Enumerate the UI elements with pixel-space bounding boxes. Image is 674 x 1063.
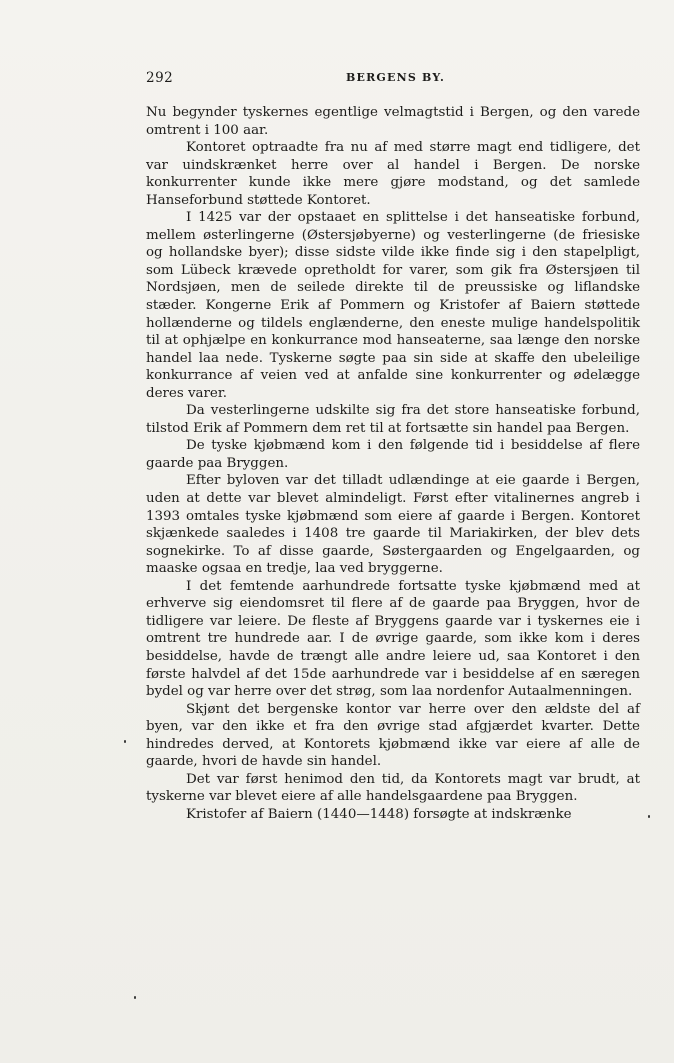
paragraph: Det var først henimod den tid, da Kontorets magt var brudt, at tyskerne var blevet eiere af alle handelsgaardene paa Bryggen. — [146, 771, 640, 805]
page-number: 292 — [146, 70, 174, 86]
paragraph: I 1425 var der opstaaet en splittelse i det hanseatiske forbund, mellem østerlingerne (Østersjøbyerne) og vesterlingerne (de friesiske og hollandske byer); disse sidste vilde ikke finde sig i den stapelpligt, som Lübeck krævede opretholdt for varer, som gik fra Østersjøen til Nordsjøen, men de seilede direkte til de preussiske og liflandske stæder. Kongerne Erik af Pommern og Kristofer af Baiern støttede hollænderne og tildels englænderne, den eneste mulige handelspolitik til at ophjælpe en konkurrance mod hanseaterne, saa længe den norske handel laa nede. Tyskerne søgte paa sin side at skaffe den ubeleilige konkurrance af veien ved at anfalde sine konkurrenter og ødelægge deres varer. — [146, 210, 640, 401]
paragraph: De tyske kjøbmænd kom i den følgende tid i besiddelse af flere gaarde paa Bryggen. — [146, 438, 640, 471]
paragraph: Efter byloven var det tilladt udlændinge at eie gaarde i Bergen, uden at dette var blevet almindeligt. Først efter vitalinernes angreb i 1393 omtales tyske kjøbmænd som eiere af gaarde i Bergen. Kontoret skjænkede saaledes i 1408 tre gaarde til Mariakirken, der blev dets sognekirke. To af disse gaarde, Søstergaarden og Engelgaarden, og maaske ogsaa en tredje, laa ved bryggerne. — [146, 473, 640, 577]
paragraph: Skjønt det bergenske kontor var herre over den ældste del af byen, var den ikke et fra den øvrige stad afgjærdet kvarter. Dette hindredes derved, at Kontorets kjøbmænd ikke var eiere af alle de gaarde, hvori de havde sin handel. — [146, 701, 640, 770]
page-header — [146, 70, 640, 90]
paragraph: Nu begynder tyskernes egentlige velmagtstid i Bergen, og den varede omtrent i 100 aar. — [146, 105, 640, 138]
body-text — [146, 104, 640, 823]
paragraph: I det femtende aarhundrede fortsatte tyske kjøbmænd med at erhverve sig eiendomsret til flere af de gaarde paa Bryggen, hvor de tidligere var leiere. De fleste af Bryggens gaarde var i tyskernes eie i omtrent tre hundrede aar. I de øvrige gaarde, som ikke kom i deres besiddelse, havde de trængt alle andre leiere ud, saa Kontoret i den første halvdel af det 15de aarhundrede var i besiddelse af en særegen bydel og var herre over det strøg, som laa nordenfor Autaalmenningen. — [146, 578, 640, 700]
paragraph: Kontoret optraadte fra nu af med større magt end tidligere, det var uindskrænket herre over al handel i Bergen. De norske konkurrenter kunde ikke mere gjøre modstand, og det samlede Hanseforbund støttede Kontoret. — [146, 140, 640, 208]
ink-speck — [648, 815, 650, 818]
paragraph: Kristofer af Baiern (1440—1448) forsøgte at indskrænke — [186, 806, 572, 822]
ink-speck — [134, 996, 136, 999]
paragraph: Da vesterlingerne udskilte sig fra det store hanseatiske forbund, tilstod Erik af Pommern dem ret til at fortsætte sin handel paa Bergen. — [146, 403, 640, 436]
running-title: BERGENS BY. — [346, 71, 445, 84]
ink-speck — [124, 740, 126, 743]
